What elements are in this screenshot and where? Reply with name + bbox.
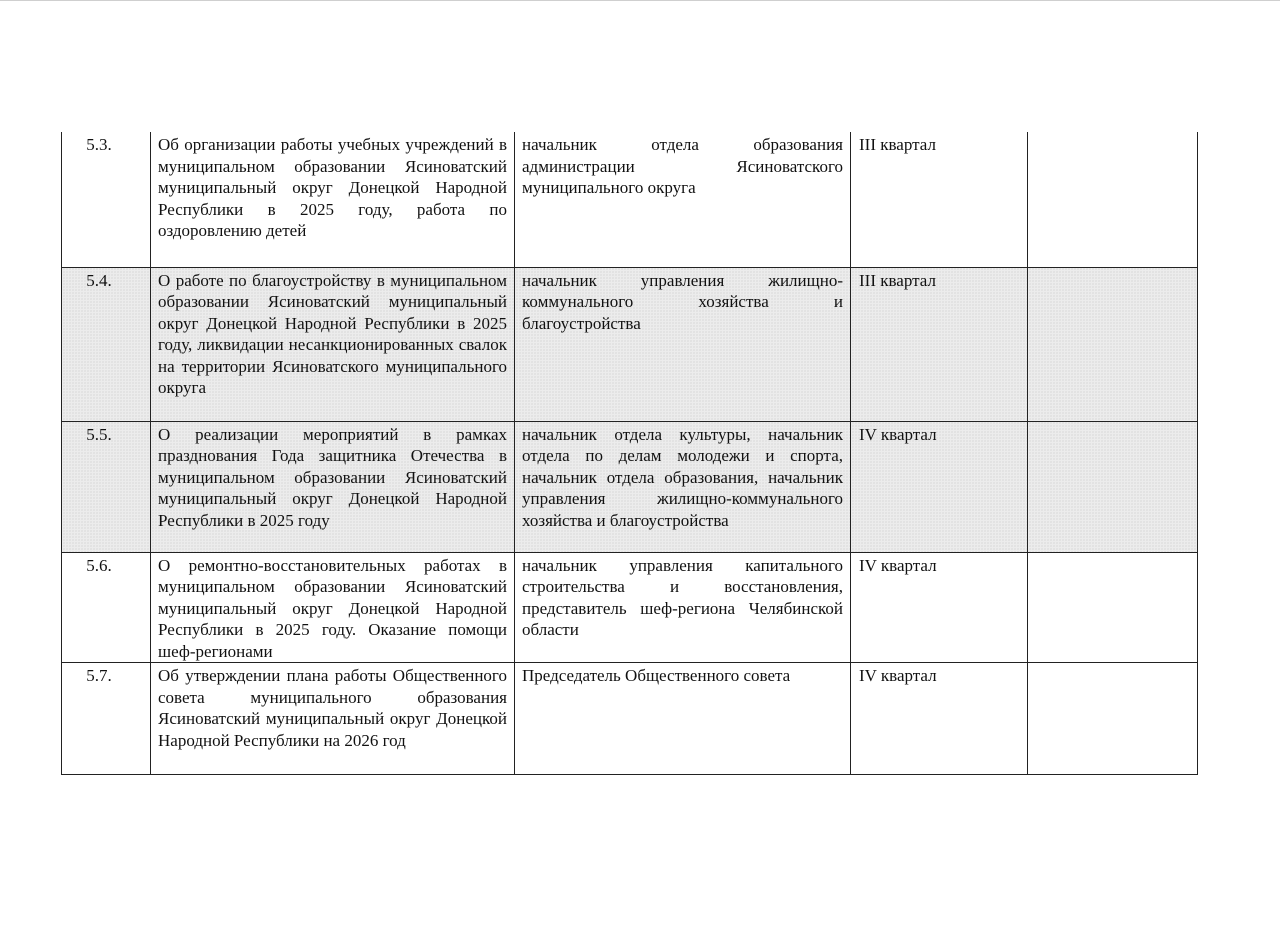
item-responsible: начальник управления капитального строительства и восстановления, представитель шеф-региона Челябинской области (515, 552, 851, 663)
item-responsible: начальник управления жилищно-коммунального хозяйства и благоустройства (515, 267, 851, 421)
work-plan-table (61, 132, 1198, 775)
item-period: IV квартал (851, 663, 1028, 775)
item-note (1028, 552, 1198, 663)
item-number: 5.3. (62, 132, 151, 267)
scan-edge-line (0, 0, 1280, 1)
item-note (1028, 132, 1198, 267)
item-responsible: начальник отдела культуры, начальник отдела по делам молодежи и спорта, начальник отдела образования, начальник управления жилищно-коммунального хозяйства и благоустройства (515, 421, 851, 552)
item-note (1028, 267, 1198, 421)
item-topic: О ремонтно-восстановительных работах в муниципальном образовании Ясиноватский муниципальный округ Донецкой Народной Республики в 2025 году. Оказание помощи шеф-регионами (151, 552, 515, 663)
item-number: 5.5. (62, 421, 151, 552)
item-note (1028, 663, 1198, 775)
item-number: 5.7. (62, 663, 151, 775)
table-row (62, 663, 1198, 775)
item-number: 5.4. (62, 267, 151, 421)
item-note (1028, 421, 1198, 552)
item-number: 5.6. (62, 552, 151, 663)
item-topic: Об организации работы учебных учреждений в муниципальном образовании Ясиноватский муниципальный округ Донецкой Народной Республики в 2025 году, работа по оздоровлению детей (151, 132, 515, 267)
item-topic: О работе по благоустройству в муниципальном образовании Ясиноватский муниципальный округ Донецкой Народной Республики в 2025 году, ликвидации несанкционированных свалок на территории Ясиноватского муниципального округа (151, 267, 515, 421)
table-row (62, 421, 1198, 552)
item-period: IV квартал (851, 552, 1028, 663)
item-period: III квартал (851, 132, 1028, 267)
item-responsible: Председатель Общественного совета (515, 663, 851, 775)
item-topic: Об утверждении плана работы Общественного совета муниципального образования Ясиноватский муниципальный округ Донецкой Народной Республики на 2026 год (151, 663, 515, 775)
table-row (62, 267, 1198, 421)
item-responsible: начальник отдела образования администрации Ясиноватского муниципального округа (515, 132, 851, 267)
item-topic: О реализации мероприятий в рамках празднования Года защитника Отечества в муниципальном образовании Ясиноватский муниципальный округ Донецкой Народной Республики в 2025 году (151, 421, 515, 552)
table-row (62, 132, 1198, 267)
item-period: III квартал (851, 267, 1028, 421)
item-period: IV квартал (851, 421, 1028, 552)
table-row (62, 552, 1198, 663)
